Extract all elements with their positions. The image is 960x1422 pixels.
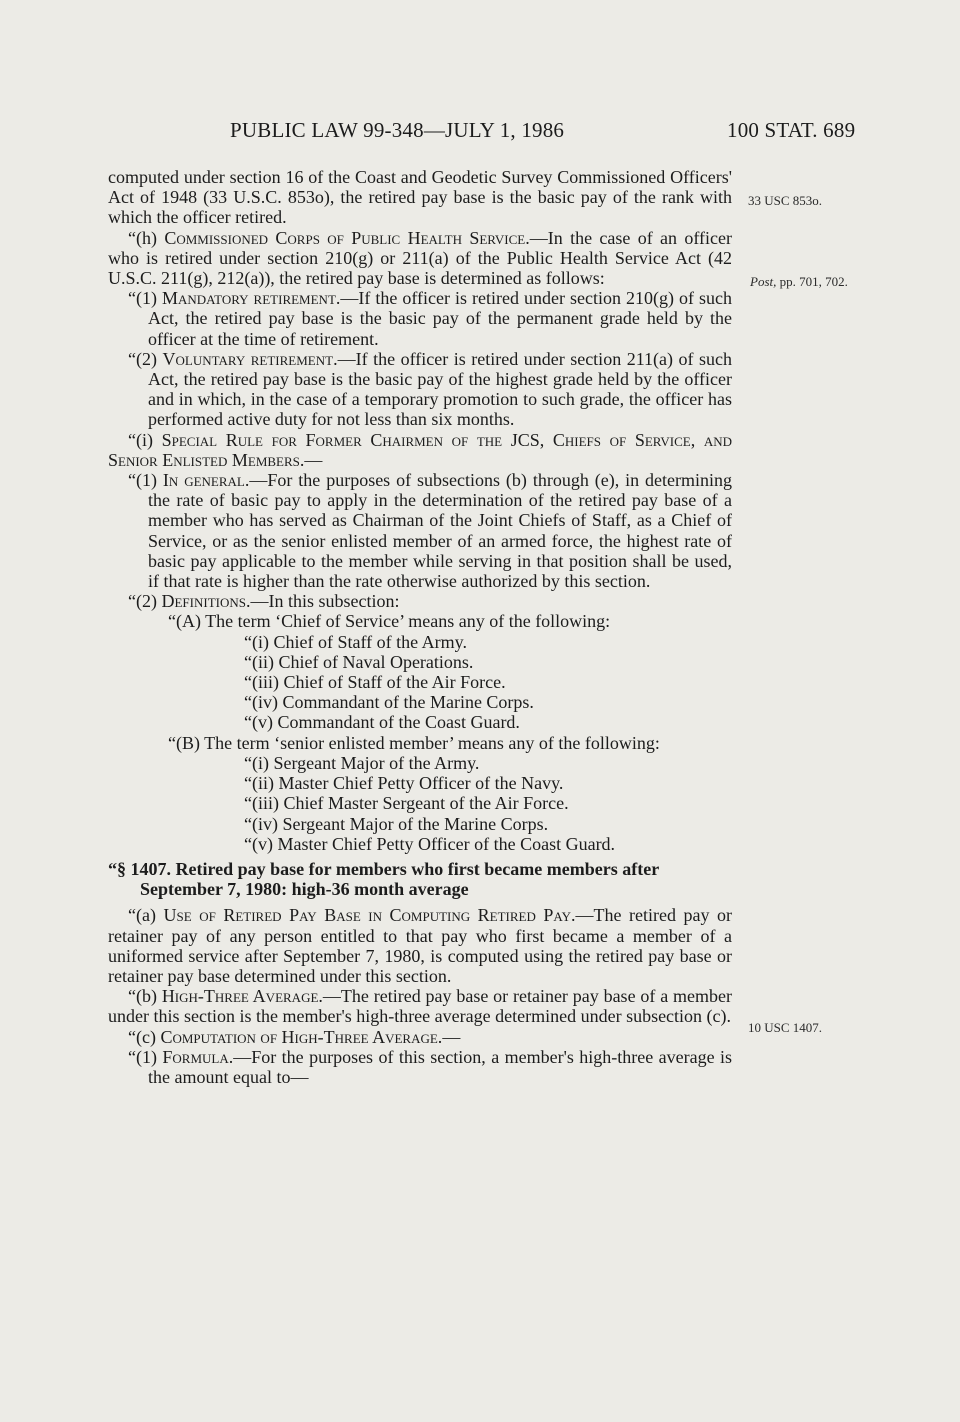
paragraph-continuation: computed under section 16 of the Coast and Geodetic Survey Commissioned Officers' Act of 1948 (33 U.S.C. 853o), the retired pay base is the basic pay of the rank with which the officer retired. [108,167,732,228]
running-header-title: PUBLIC LAW 99-348—JULY 1, 1986 [230,118,565,142]
subsection-c: “(c) Computation of High-Three Average.— [128,1026,461,1047]
paragraph-h2: “(2) Voluntary retirement.—If the officer is retired under section 211(a) of such Act, the retired pay base is the basic pay of the highest grade held by the officer and in which, in the case of a temporary promotion to such grade, the officer has performed active duty for not less than six months. [128,348,733,430]
subparagraph-A: “(A) The term ‘Chief of Service’ means any of the following: [168,611,611,632]
paragraph-h2-heading: Voluntary retirement. [162,348,338,369]
statute-body [108,167,732,1087]
margin-note-10-usc: 10 USC 1407. [748,1020,823,1035]
paragraph-c1: “(1) Formula.—For the purposes of this section, a member's high-three average is the amount equal to— [128,1046,732,1087]
margin-note-pages: pp. 701, 702. [779,274,848,289]
subsection-a-heading: Use of Retired Pay Base in Computing Retired Pay. [163,905,576,926]
running-header-stat-page: 100 STAT. 689 [727,118,856,142]
subsection-c-heading: Computation of High-Three Average. [160,1026,443,1047]
list-item-cmsgt-air-force: “(iii) Chief Master Sergeant of the Air Force. [244,793,569,814]
subsection-i-heading: Special Rule for Former Chairmen of the JCS, Chiefs of Service, and Senior Enlisted Members. [108,429,732,470]
list-item-sergeant-major-marines: “(iv) Sergeant Major of the Marine Corps. [244,813,549,834]
paragraph-i2: “(2) Definitions.—In this subsection: [128,591,400,612]
paragraph-h1-heading: Mandatory retirement. [162,288,341,309]
subsection-i: “(i) Special Rule for Former Chairmen of the JCS, Chiefs of Service, and Senior Enlisted Members.— [108,429,732,470]
list-item-commandant-coast-guard: “(v) Commandant of the Coast Guard. [244,712,520,733]
list-item-chief-naval: “(ii) Chief of Naval Operations. [244,651,474,672]
subparagraph-B: “(B) The term ‘senior enlisted member’ means any of the following: [168,732,660,753]
subsection-b-heading: High-Three Average. [161,986,323,1007]
subsection-h-heading: Commissioned Corps of Public Health Service. [164,227,530,248]
margin-note-post-pages [750,274,848,290]
list-item-chief-air-force: “(iii) Chief of Staff of the Air Force. [244,672,506,693]
subsection-h: “(h) Commissioned Corps of Public Health Service.—In the case of an officer who is retired under section 210(g) or 211(a) of the Public Health Service Act (42 U.S.C. 211(g), 212(a)), the retired pay base is determined as follows: [108,227,733,289]
list-item-commandant-marines: “(iv) Commandant of the Marine Corps. [244,692,534,713]
list-item-sergeant-major-army: “(i) Sergeant Major of the Army. [244,752,480,773]
section-1407-heading: “§ 1407. Retired pay base for members who first became members after September 7, 1980: high-36 month average [108,858,659,900]
paragraph-i1-heading: In general. [162,470,250,491]
paragraph-i2-heading: Definitions. [161,591,251,612]
margin-note-33-usc: 33 USC 853o. [748,193,823,208]
margin-note-post-word: Post, [750,274,777,289]
list-item-mcpo-coast-guard: “(v) Master Chief Petty Officer of the Coast Guard. [244,833,616,854]
subsection-b: “(b) High-Three Average.—The retired pay base or retainer pay base of a member under this section is the member's high-three average determined under subsection (c). [108,986,732,1027]
paragraph-i1: “(1) In general.—For the purposes of subsections (b) through (e), in determining the rate of basic pay to apply in the determination of the retired pay base of a member who has served as Chairman of the Joint Chiefs of Staff, as a Chief of Service, or as the senior enlisted member of an armed force, the highest rate of basic pay applicable to the member while serving in that position shall be used, if that rate is higher than the rate otherwise authorized by this section. [128,470,733,592]
subsection-a: “(a) Use of Retired Pay Base in Computing Retired Pay.—The retired pay or retainer pay of any person entitled to that pay who first became a member of a uniformed service after September 7, 1980, is computed using the retired pay base or retainer pay base determined under this section. [108,905,733,986]
list-item-mcpo-navy: “(ii) Master Chief Petty Officer of the Navy. [244,773,564,794]
paragraph-c1-heading: Formula. [162,1046,234,1067]
list-item-chief-army: “(i) Chief of Staff of the Army. [244,631,467,652]
paragraph-h1: “(1) Mandatory retirement.—If the officer is retired under section 210(g) of such Act, the retired pay base is the basic pay of the permanent grade held by the officer at the time of retirement. [128,288,732,349]
